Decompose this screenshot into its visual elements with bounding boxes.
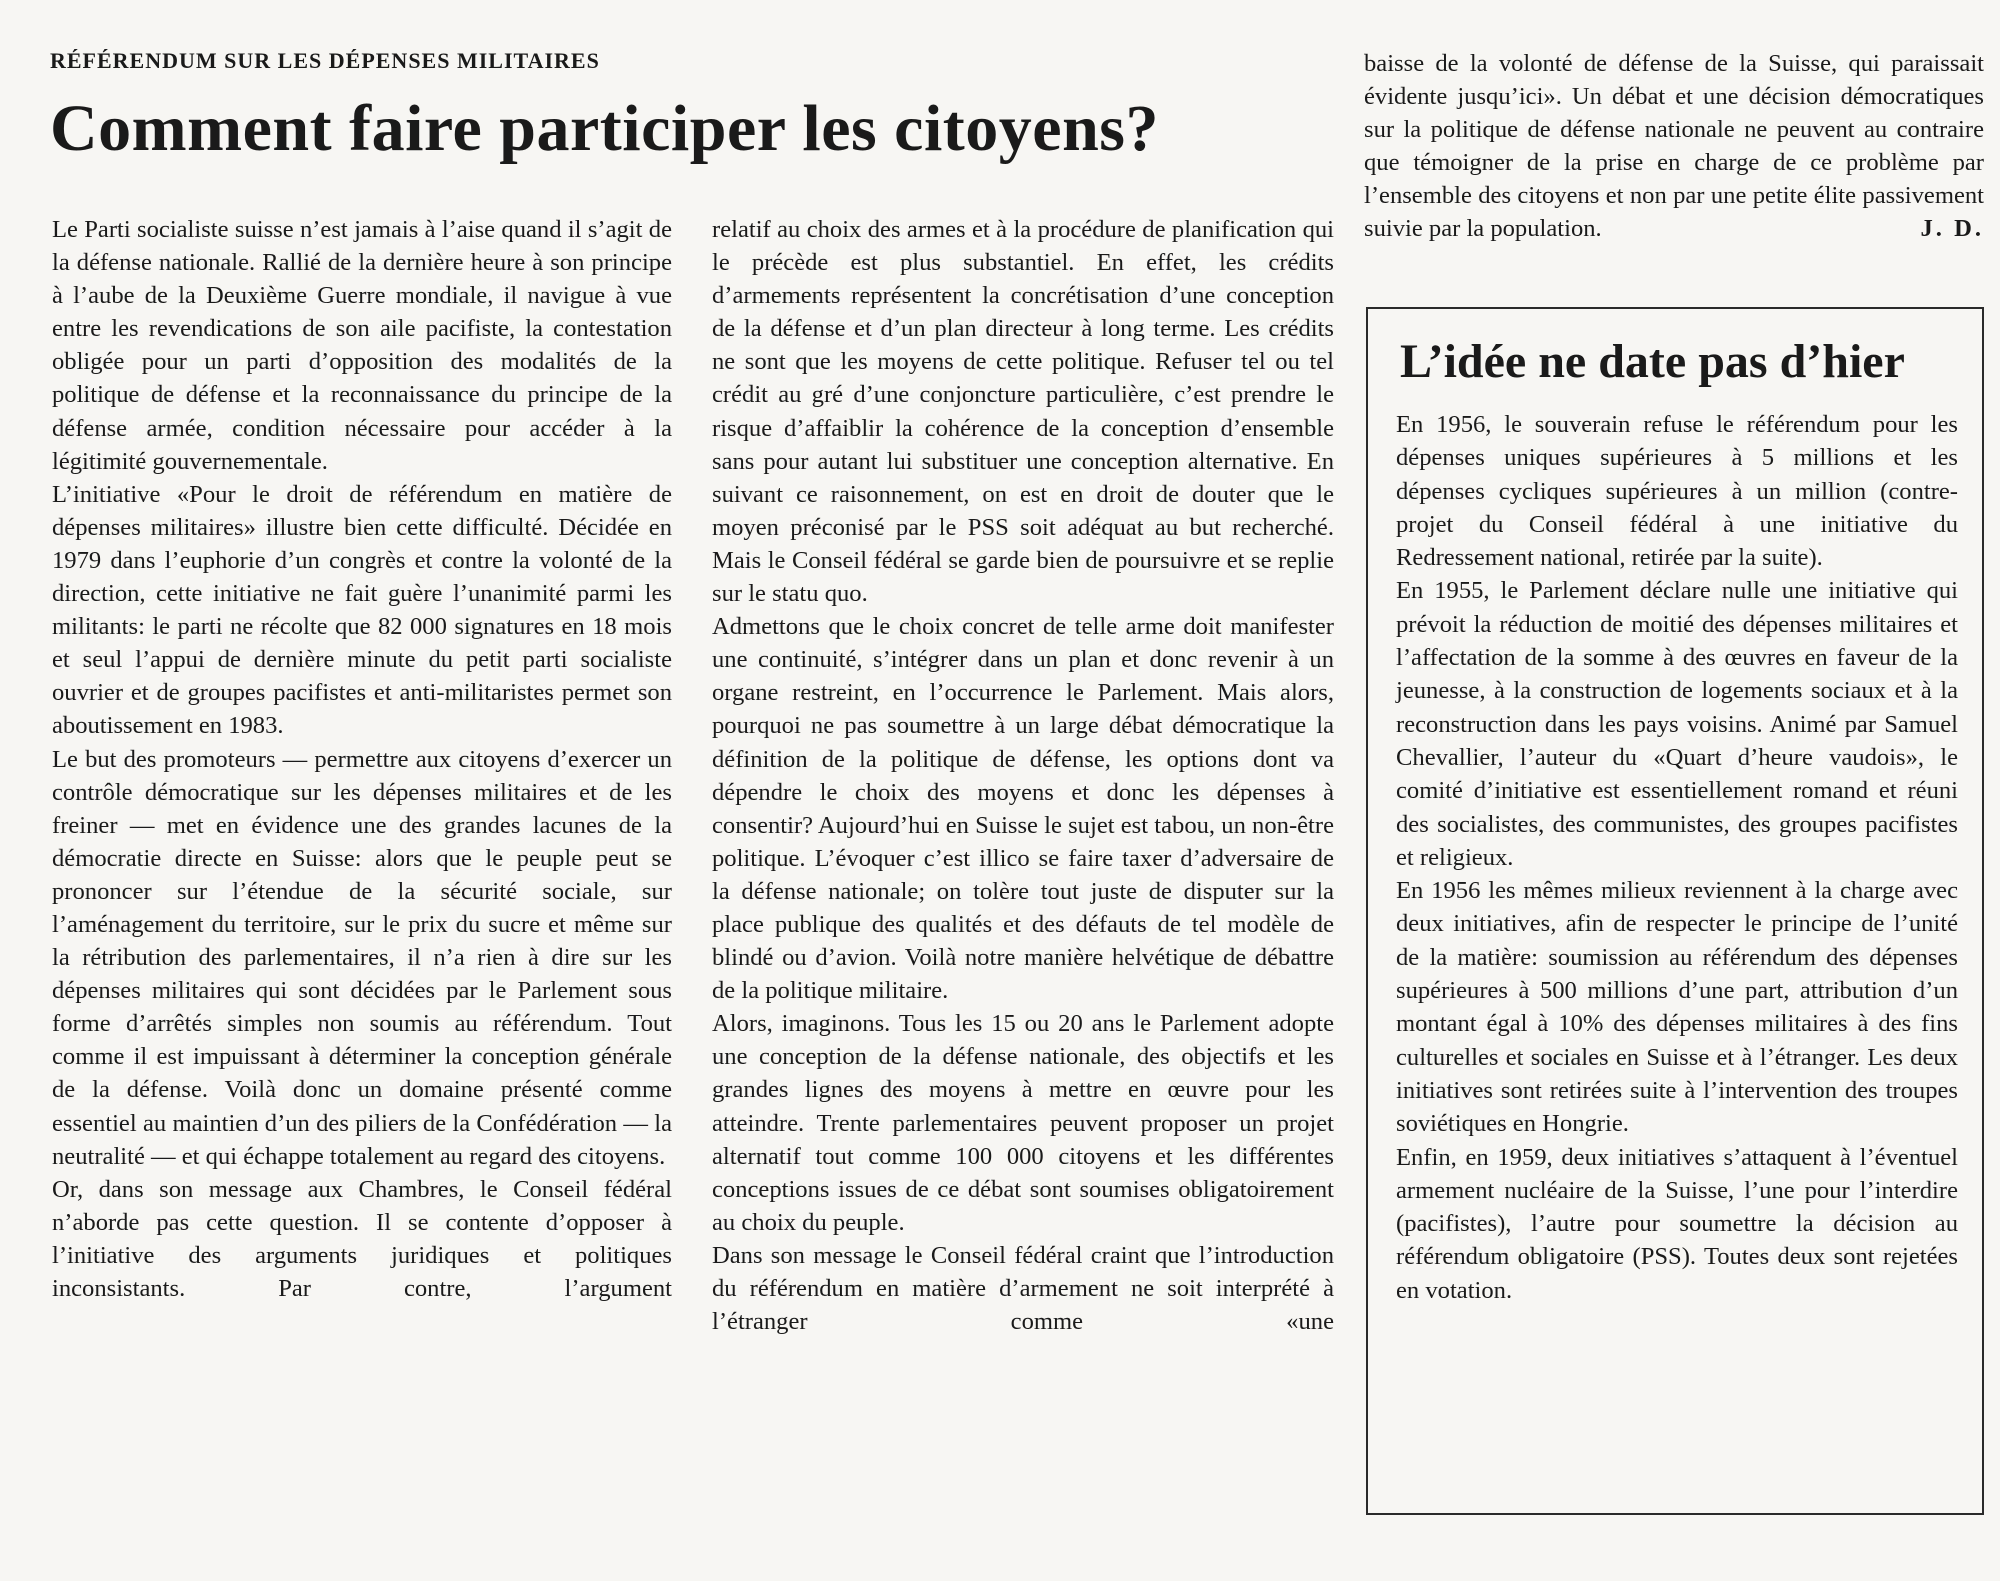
sidebar-paragraph: Enfin, en 1959, deux initiatives s’attaquent à l’éventuel armement nucléaire de la Suisse, l’une pour l’interdire (pacifistes), l’autre pour soumettre la décision au référendum obligatoire (PSS). Toutes deux sont rejetées en votation. xyxy=(1396,1143,1958,1304)
sidebar-title: L’idée ne date pas d’hier xyxy=(1400,335,1905,388)
paragraph: Le Parti socialiste suisse n’est jamais à l’aise quand il s’agit de la défense nationale. Rallié de la dernière heure à son principe à l’aube de la Deuxième Guerre mondiale, il navigue à vue entre les revendications de son aile pacifiste, la contestation obligée pour un parti d’opposition des modalités de la politique de défense et la reconnaissance du principe de la défense armée, condition nécessaire pour accéder à la légitimité gouvernementale. xyxy=(52,216,672,475)
sidebar-text xyxy=(1396,408,1958,1307)
paragraph: baisse de la volonté de défense de la Suisse, qui paraissait évidente jusqu’ici». Un débat et une décision démocratiques sur la politique de défense nationale ne peuvent au contraire que témoigner de la prise en charge de ce problème par l’ensemble des citoyens et non par une petite élite passivement suivie par la population. xyxy=(1364,50,1984,243)
article-column-3 xyxy=(1364,47,1984,246)
paragraph: Or, dans son message aux Chambres, le Conseil fédéral n’aborde pas cette question. Il se contente d’opposer à l’initiative des arguments juridiques et politiques inconsistants. Par contre, l’argument xyxy=(52,1175,672,1302)
article-column-2 xyxy=(712,213,1334,1338)
article-column-1 xyxy=(52,213,672,1305)
paragraph: Admettons que le choix concret de telle arme doit manifester une continuité, s’intégrer dans un plan et donc revenir à un organe restreint, en l’occurrence le Parlement. Mais alors, pourquoi ne pas soumettre à un large débat démocratique la définition de la politique de défense, les options dont va dépendre le choix des moyens et donc les dépenses à consentir? Aujourd’hui en Suisse le sujet est tabou, un non-être politique. L’évoquer c’est illico se faire taxer d’adversaire de la défense nationale; on tolère tout juste de disputer sur la place publique des qualités et des défauts de tel modèle de blindé ou d’avion. Voilà notre manière helvétique de débattre de la politique militaire. xyxy=(712,613,1334,1005)
author-signature: J. D. xyxy=(1920,215,1984,243)
sidebar-paragraph: En 1956, le souverain refuse le référendum pour les dépenses uniques supérieures à 5 millions et les dépenses cycliques supérieures à un million (contre-projet du Conseil fédéral à une initiative du Redressement national, retirée par la suite). xyxy=(1396,411,1958,572)
paragraph: Dans son message le Conseil fédéral craint que l’introduction du référendum en matière d’armement ne soit interprété à l’étranger comme «une xyxy=(712,1241,1334,1336)
sidebar-paragraph: En 1956 les mêmes milieux reviennent à la charge avec deux initiatives, afin de respecter le principe de l’unité de la matière: soumission au référendum des dépenses supérieures à 500 millions d’une part, attribution d’un montant égal à 10% des dépenses militaires à des fins culturelles et sociales en Suisse et à l’étranger. Les deux initiatives sont retirées suite à l’intervention des troupes soviétiques en Hongrie. xyxy=(1396,877,1958,1138)
paragraph: Le but des promoteurs — permettre aux citoyens d’exercer un contrôle démocratique sur les dépenses militaires et de les freiner — met en évidence une des grandes lacunes de la démocratie directe en Suisse: alors que le peuple peut se prononcer sur l’étendue de la sécurité sociale, sur l’aménagement du territoire, sur le prix du sucre et même sur la rétribution des parlementaires, il n’a rien à dire sur les dépenses militaires qui sont décidées par le Parlement sous forme d’arrêtés simples non soumis au référendum. Tout comme il est impuissant à déterminer la conception générale de la défense. Voilà donc un domaine présenté comme essentiel au maintien d’un des piliers de la Confédération — la neutralité — et qui échappe totalement au regard des citoyens. xyxy=(52,745,672,1170)
paragraph: relatif au choix des armes et à la procédure de planification qui le précède est plus substantiel. En effet, les crédits d’armements représentent la concrétisation d’une conception de la défense et d’un plan directeur à long terme. Les crédits ne sont que les moyens de cette politique. Refuser tel ou tel crédit au gré d’une conjoncture particulière, c’est prendre le risque d’affaiblir la cohérence de la conception d’ensemble sans pour autant lui substituer une conception alternative. En suivant ce raisonnement, on est en droit de douter que le moyen préconisé par le PSS soit adéquat au but recherché. Mais le Conseil fédéral se garde bien de poursuivre et se replie sur le statu quo. xyxy=(712,216,1334,608)
sidebar-paragraph: En 1955, le Parlement déclare nulle une initiative qui prévoit la réduction de moitié des dépenses militaires et l’affectation de la somme à des œuvres en faveur de la jeunesse, à la construction de logements sociaux et à la reconstruction dans les pays voisins. Animé par Samuel Chevallier, l’auteur du «Quart d’heure vaudois», le comité d’initiative est essentiellement romand et réuni des socialistes, des communistes, des groupes pacifistes et religieux. xyxy=(1396,577,1958,871)
paragraph: Alors, imaginons. Tous les 15 ou 20 ans le Parlement adopte une conception de la défense nationale, des objectifs et les grandes lignes des moyens à mettre en œuvre pour les atteindre. Trente parlementaires peuvent proposer un projet alternatif tout comme 100 000 citoyens et les différentes conceptions issues de ce débat sont soumises obligatoirement au choix du peuple. xyxy=(712,1010,1334,1236)
kicker: RÉFÉRENDUM SUR LES DÉPENSES MILITAIRES xyxy=(50,48,600,73)
headline: Comment faire participer les citoyens? xyxy=(50,92,1159,165)
paragraph: L’initiative «Pour le droit de référendum en matière de dépenses militaires» illustre bien cette difficulté. Décidée en 1979 dans l’euphorie d’un congrès et contre la volonté de la direction, cette initiative ne fait guère l’unanimité parmi les militants: le parti ne récolte que 82 000 signatures en 18 mois et seul l’appui de dernière minute du petit parti socialiste ouvrier et de groupes pacifistes et anti-militaristes permet son aboutissement en 1983. xyxy=(52,480,672,740)
